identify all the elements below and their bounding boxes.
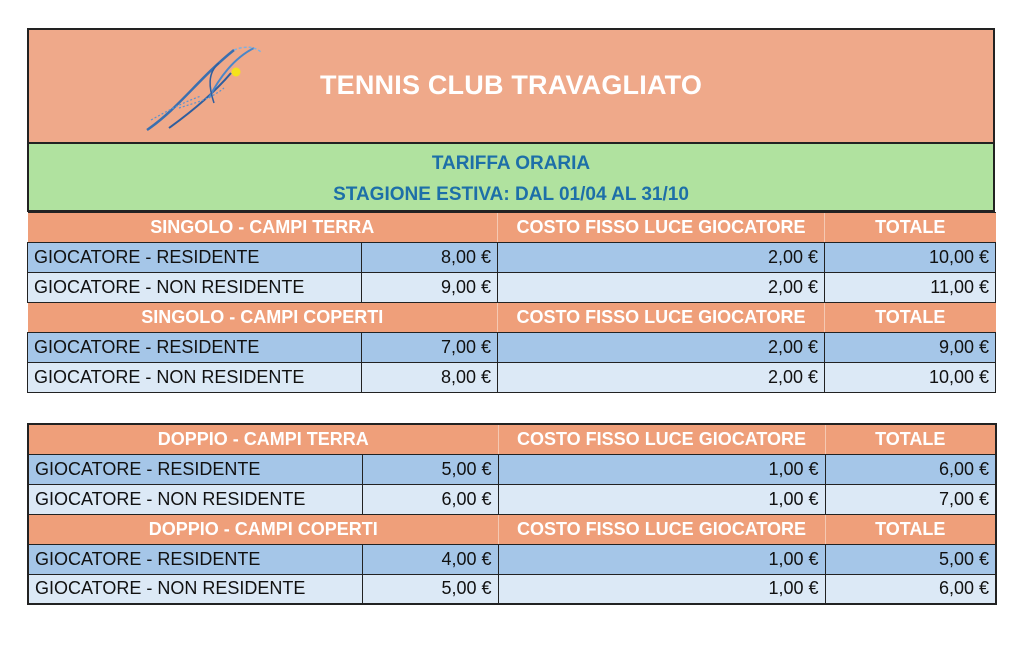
total-price-cell: 5,00 € [825, 544, 996, 574]
singolo-rates-table [27, 212, 996, 393]
table-row [28, 544, 996, 574]
section-title: DOPPIO - CAMPI COPERTI [28, 514, 498, 544]
section-header-row [28, 424, 996, 454]
club-header [27, 28, 995, 144]
light-cost-cell: 2,00 € [498, 333, 825, 363]
table-spacer [27, 393, 995, 423]
season-banner [27, 144, 995, 212]
player-type-cell: GIOCATORE - RESIDENTE [28, 454, 362, 484]
light-cost-cell: 2,00 € [498, 363, 825, 393]
total-header: TOTALE [825, 303, 996, 333]
total-price-cell: 6,00 € [825, 574, 996, 604]
rate-sheet [27, 28, 995, 605]
light-cost-header: COSTO FISSO LUCE GIOCATORE [498, 514, 825, 544]
light-cost-header: COSTO FISSO LUCE GIOCATORE [498, 213, 825, 243]
player-type-cell: GIOCATORE - RESIDENTE [28, 544, 362, 574]
section-title: SINGOLO - CAMPI COPERTI [28, 303, 498, 333]
section-header-row [28, 514, 996, 544]
player-type-cell: GIOCATORE - NON RESIDENTE [28, 484, 362, 514]
court-price-cell: 8,00 € [362, 243, 498, 273]
light-cost-cell: 1,00 € [498, 574, 825, 604]
player-type-cell: GIOCATORE - NON RESIDENTE [28, 574, 362, 604]
total-header: TOTALE [825, 424, 996, 454]
total-price-cell: 10,00 € [825, 243, 996, 273]
total-price-cell: 10,00 € [825, 363, 996, 393]
light-cost-cell: 1,00 € [498, 544, 825, 574]
player-type-cell: GIOCATORE - RESIDENTE [28, 333, 362, 363]
total-header: TOTALE [825, 514, 996, 544]
total-price-cell: 11,00 € [825, 273, 996, 303]
section-header-row [28, 303, 996, 333]
table-row [28, 454, 996, 484]
light-cost-cell: 2,00 € [498, 273, 825, 303]
total-header: TOTALE [825, 213, 996, 243]
court-price-cell: 5,00 € [362, 454, 498, 484]
table-row [28, 243, 996, 273]
player-type-cell: GIOCATORE - RESIDENTE [28, 243, 362, 273]
doppio-rates-table [27, 423, 997, 605]
court-price-cell: 4,00 € [362, 544, 498, 574]
section-title: SINGOLO - CAMPI TERRA [28, 213, 498, 243]
light-cost-header: COSTO FISSO LUCE GIOCATORE [498, 424, 825, 454]
court-price-cell: 8,00 € [362, 363, 498, 393]
table-row [28, 363, 996, 393]
section-title: DOPPIO - CAMPI TERRA [28, 424, 498, 454]
light-cost-cell: 1,00 € [498, 484, 825, 514]
section-header-row [28, 213, 996, 243]
rate-type-label: TARIFFA ORARIA [431, 153, 591, 174]
court-price-cell: 9,00 € [362, 273, 498, 303]
season-period-label: STAGIONE ESTIVA: DAL 01/04 AL 31/10 [333, 184, 689, 205]
total-price-cell: 6,00 € [825, 454, 996, 484]
court-price-cell: 7,00 € [362, 333, 498, 363]
total-price-cell: 9,00 € [825, 333, 996, 363]
table-row [28, 333, 996, 363]
table-row [28, 574, 996, 604]
light-cost-header: COSTO FISSO LUCE GIOCATORE [498, 303, 825, 333]
table-row [28, 484, 996, 514]
light-cost-cell: 2,00 € [498, 243, 825, 273]
court-price-cell: 6,00 € [362, 484, 498, 514]
player-type-cell: GIOCATORE - NON RESIDENTE [28, 363, 362, 393]
player-type-cell: GIOCATORE - NON RESIDENTE [28, 273, 362, 303]
light-cost-cell: 1,00 € [498, 454, 825, 484]
total-price-cell: 7,00 € [825, 484, 996, 514]
court-price-cell: 5,00 € [362, 574, 498, 604]
club-title: TENNIS CLUB TRAVAGLIATO [319, 70, 703, 100]
table-row [28, 273, 996, 303]
rate-tables [27, 212, 995, 605]
